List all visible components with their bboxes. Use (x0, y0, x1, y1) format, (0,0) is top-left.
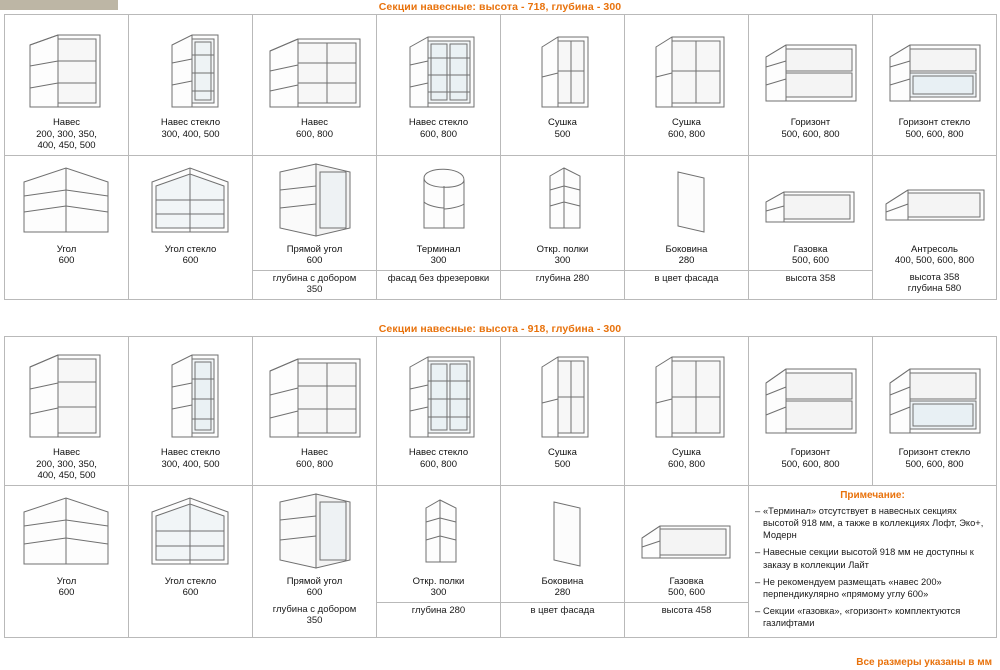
product-name: Откр. полки (412, 575, 465, 587)
product-drawing (873, 15, 996, 115)
product-cell[interactable] (377, 485, 501, 637)
product-caption (625, 115, 748, 143)
product-cell[interactable] (873, 337, 997, 486)
product-name: Горизонт (790, 447, 831, 458)
product-sizes: 280 (678, 255, 695, 266)
product-cell[interactable] (501, 337, 625, 486)
product-drawing (749, 15, 872, 115)
product-cell[interactable] (501, 485, 625, 637)
product-cell[interactable] (749, 337, 873, 486)
product-cell[interactable] (5, 485, 129, 637)
table-row (5, 485, 997, 637)
product-cell[interactable] (873, 15, 997, 156)
footnote: Все размеры указаны в мм (856, 657, 992, 668)
product-caption (625, 574, 748, 602)
product-drawing (625, 337, 748, 445)
product-drawing (873, 156, 996, 242)
product-caption (873, 445, 996, 473)
product-caption (625, 242, 748, 270)
product-cell[interactable] (377, 337, 501, 486)
product-drawing (377, 486, 500, 574)
product-cell[interactable] (625, 15, 749, 156)
product-drawing (377, 337, 500, 445)
product-name: Навес стекло (160, 447, 221, 458)
product-sizes: 300 (430, 587, 447, 598)
section-divider (0, 312, 1000, 322)
product-caption (129, 574, 252, 602)
table-row (5, 155, 997, 299)
product-caption (501, 242, 624, 270)
product-drawing (501, 156, 624, 242)
product-sizes: 600, 800 (668, 458, 705, 470)
product-cell[interactable] (749, 15, 873, 156)
product-drawing (625, 156, 748, 242)
product-sizes: 600, 800 (668, 128, 705, 140)
product-extra: фасад без фрезеровки (377, 270, 500, 288)
product-cell[interactable] (253, 485, 377, 637)
product-name: Навес стекло (160, 117, 221, 128)
product-drawing (501, 486, 624, 574)
product-name: Навес (300, 117, 329, 128)
product-sizes: 500 (554, 458, 571, 470)
product-caption (377, 445, 500, 473)
section-1-grid (4, 14, 996, 300)
product-caption (749, 242, 872, 270)
product-sizes: 500, 600, 800 (781, 128, 840, 140)
section-2-table (4, 336, 997, 638)
section-title-2: Секции навесные: высота - 918, глубина - 300 (378, 323, 622, 335)
product-cell[interactable] (253, 337, 377, 486)
note-title: Примечание: (840, 489, 905, 501)
product-name: Боковина (665, 243, 708, 255)
product-cell[interactable] (749, 155, 873, 299)
product-caption (625, 445, 748, 473)
product-cell[interactable] (625, 485, 749, 637)
product-sizes: 300, 400, 500 (161, 128, 220, 140)
product-caption (749, 115, 872, 143)
note-item: – Навесные секции высотой 918 мм не доступны к заказу в коллекции Лайт (755, 546, 990, 570)
product-drawing (129, 156, 252, 242)
section-title-1: Секции навесные: высота - 718, глубина - 300 (378, 1, 622, 13)
product-name: Навес (52, 447, 81, 458)
product-drawing (625, 15, 748, 115)
product-drawing (129, 337, 252, 445)
product-caption (377, 574, 500, 602)
product-drawing (501, 15, 624, 115)
product-name: Навес (52, 117, 81, 128)
product-sizes: 600 (306, 255, 323, 266)
product-extra: глубина с добором 350 (253, 270, 376, 299)
product-caption (873, 115, 996, 143)
product-cell[interactable] (377, 15, 501, 156)
product-sizes: 600, 800 (296, 128, 333, 140)
product-name: Прямой угол (286, 243, 343, 255)
product-caption (873, 242, 996, 270)
product-name: Сушка (672, 117, 701, 128)
product-caption (5, 242, 128, 270)
product-cell[interactable] (129, 155, 253, 299)
product-sizes: 500, 600, 800 (905, 128, 964, 140)
product-drawing (5, 337, 128, 445)
product-name: Горизонт (790, 117, 831, 128)
product-caption (5, 574, 128, 602)
product-caption (253, 242, 376, 270)
note-list (755, 505, 990, 630)
product-cell[interactable] (5, 337, 129, 486)
product-cell[interactable] (253, 15, 377, 156)
product-name: Навес стекло (408, 447, 469, 458)
note-cell (749, 485, 997, 637)
product-drawing (129, 15, 252, 115)
product-cell[interactable] (129, 485, 253, 637)
product-drawing (749, 156, 872, 242)
product-drawing (5, 486, 128, 574)
product-sizes: 300 (554, 255, 571, 266)
product-extra: высота 358 (749, 270, 872, 288)
product-caption (501, 115, 624, 143)
product-sizes: 300, 400, 500 (161, 458, 220, 470)
product-drawing (129, 486, 252, 574)
product-caption (377, 242, 500, 270)
product-sizes: 600 (58, 587, 75, 598)
product-caption (5, 445, 128, 485)
product-caption (253, 574, 376, 602)
product-name: Навес стекло (408, 117, 469, 128)
product-name: Сушка (672, 447, 701, 458)
product-sizes: 200, 300, 350, 400, 450, 500 (36, 128, 97, 151)
product-caption (5, 115, 128, 155)
product-cell[interactable] (129, 337, 253, 486)
product-cell[interactable] (625, 337, 749, 486)
product-sizes: 500, 600 (668, 587, 705, 598)
product-extra: глубина с добором 350 (272, 603, 357, 626)
product-drawing (253, 156, 376, 242)
product-extra: высота 358 глубина 580 (907, 271, 962, 294)
product-drawing (873, 337, 996, 445)
product-caption (253, 115, 376, 143)
product-sizes: 500, 600, 800 (905, 458, 964, 470)
note-item: – Секции «газовка», «горизонт» комплектуются газлифтами (755, 605, 990, 629)
section-1-table (4, 14, 997, 300)
product-drawing (377, 15, 500, 115)
product-extra: глубина 280 (501, 270, 624, 288)
product-drawing (625, 486, 748, 574)
product-caption (129, 445, 252, 473)
product-extra: глубина 280 (377, 602, 500, 620)
product-caption (377, 115, 500, 143)
product-name: Боковина (541, 575, 584, 587)
section-2-grid (4, 336, 996, 638)
product-sizes: 500, 600 (792, 255, 829, 266)
product-name: Угол стекло (164, 243, 217, 255)
product-caption (129, 242, 252, 270)
product-cell[interactable] (625, 155, 749, 299)
product-sizes: 500, 600, 800 (781, 458, 840, 470)
note-block (749, 486, 996, 637)
product-cell[interactable] (129, 15, 253, 156)
product-name: Прямой угол (286, 575, 343, 587)
product-drawing (5, 15, 128, 115)
product-drawing (253, 486, 376, 574)
product-sizes: 500 (554, 128, 571, 140)
product-sizes: 600 (182, 587, 199, 598)
product-cell[interactable] (501, 155, 625, 299)
product-drawing (253, 15, 376, 115)
product-sizes: 200, 300, 350, 400, 450, 500 (36, 458, 97, 481)
product-sizes: 600 (182, 255, 199, 266)
product-drawing (501, 337, 624, 445)
product-sizes: 600 (306, 587, 323, 598)
note-item: – Не рекомендуем размещать «навес 200» перпендикулярно «прямому углу 600» (755, 576, 990, 600)
table-row (5, 337, 997, 486)
product-name: Угол стекло (164, 575, 217, 587)
product-cell[interactable] (873, 155, 997, 299)
product-name: Угол (56, 575, 77, 587)
product-sizes: 400, 500, 600, 800 (894, 255, 975, 266)
product-sizes: 600, 800 (420, 458, 457, 470)
product-sizes: 600 (58, 255, 75, 266)
product-name: Сушка (548, 447, 577, 458)
product-cell[interactable] (5, 155, 129, 299)
product-caption (253, 445, 376, 473)
product-extra: высота 458 (625, 602, 748, 620)
table-row (5, 15, 997, 156)
product-name: Горизонт стекло (898, 117, 971, 128)
product-caption (749, 445, 872, 473)
product-cell[interactable] (377, 155, 501, 299)
product-name: Откр. полки (536, 243, 589, 255)
product-name: Газовка (669, 575, 704, 587)
product-caption (501, 574, 624, 602)
product-name: Угол (56, 243, 77, 255)
product-name: Терминал (416, 243, 461, 255)
note-item: – «Терминал» отсутствует в навесных секциях высотой 918 мм, а также в коллекциях Лофт, Эко+, Модерн (755, 505, 990, 542)
product-sizes: 600, 800 (296, 458, 333, 470)
product-drawing (749, 337, 872, 445)
product-extra: в цвет фасада (625, 270, 748, 288)
product-name: Горизонт стекло (898, 447, 971, 458)
product-name: Антресоль (911, 243, 958, 255)
product-name: Сушка (548, 117, 577, 128)
product-cell[interactable] (253, 155, 377, 299)
product-drawing (253, 337, 376, 445)
product-cell[interactable] (5, 15, 129, 156)
product-name: Газовка (793, 243, 828, 255)
product-sizes: 600, 800 (420, 128, 457, 140)
product-name: Навес (300, 447, 329, 458)
product-caption (129, 115, 252, 143)
product-sizes: 300 (430, 255, 447, 266)
product-extra: в цвет фасада (501, 602, 624, 620)
product-drawing (377, 156, 500, 242)
product-drawing (5, 156, 128, 242)
product-caption (501, 445, 624, 473)
product-sizes: 280 (554, 587, 571, 598)
product-cell[interactable] (501, 15, 625, 156)
